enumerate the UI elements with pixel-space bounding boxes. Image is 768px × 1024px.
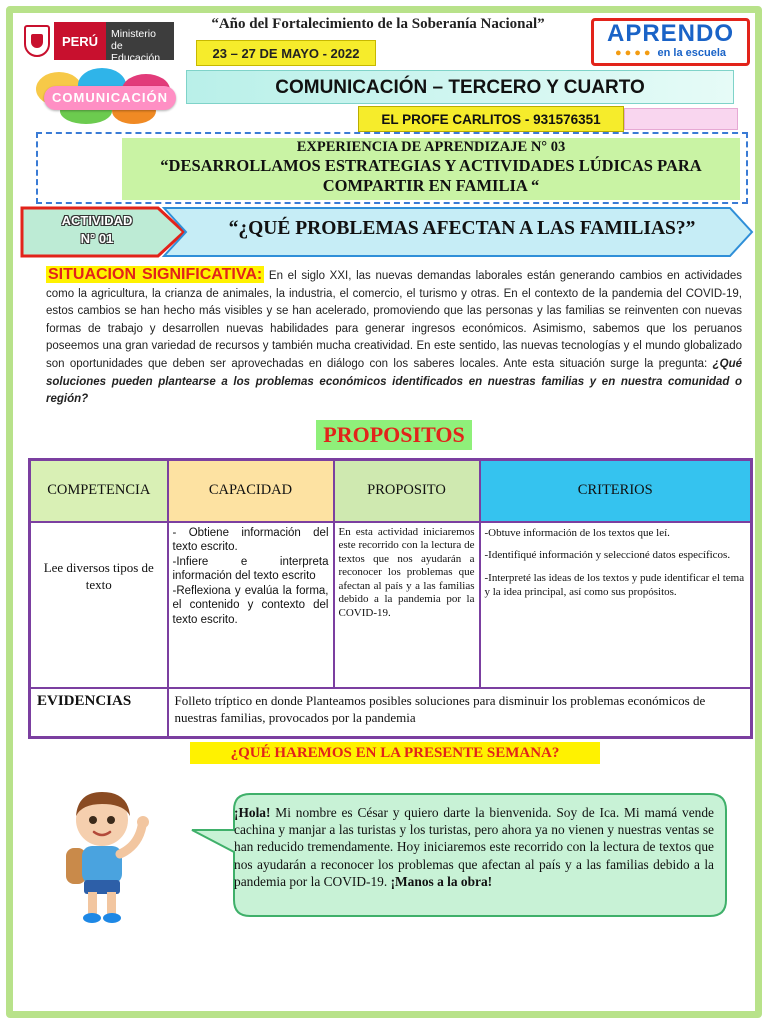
activity-number: N° 01 (80, 231, 114, 246)
date-badge: 23 – 27 DE MAYO - 2022 (196, 40, 376, 66)
coat-of-arms-icon (24, 25, 50, 57)
speech-body: Mi nombre es César y quiero darte la bienvenida. Soy de Ica. Mi mamá vende cachina y manjar a las turistas y los turistas, pero ahora ya no vienen y nuestras ventas se han reducido tremendamente. Hoy iniciaremos este recorrido con la lectura de textos que nos ayudarán a reconocer los problemas que afectan al país y a las familias debido a la pandemia por la COVID-19. (234, 805, 714, 889)
experience-title: “DESARROLLAMOS ESTRATEGIAS Y ACTIVIDADES LÚDICAS PARA COMPARTIR EN FAMILIA “ (160, 156, 702, 195)
comunicacion-label: COMUNICACIÓN (44, 86, 176, 110)
criterios-cell (480, 522, 752, 688)
situation-heading: SITUACION SIGNIFICATIVA: (48, 266, 263, 283)
experience-box (36, 132, 748, 204)
speech-greeting: ¡Hola! (234, 805, 271, 820)
criterio-item: -Obtuve información de los textos que leí. (484, 526, 670, 539)
speech-bubble (190, 790, 730, 920)
teacher-badge: EL PROFE CARLITOS - 931576351 (358, 106, 624, 132)
experience-banner (122, 138, 740, 200)
aprendo-subtitle: en la escuela (657, 47, 727, 59)
competency-table (28, 458, 753, 739)
proposito-cell: En esta actividad iniciaremos este recorrido con la lectura de textos que nos ayudarán a reconocer los problemas que afectan al país y a las familias debido a la pandemia por la COVID-19. (334, 522, 480, 688)
speech-closing: ¡Manos a la obra! (390, 873, 493, 889)
boy-illustration (54, 786, 158, 926)
week-title: ¿QUÉ HAREMOS EN LA PRESENTE SEMANA? (190, 742, 600, 764)
activity-question-banner (162, 206, 754, 258)
comunicacion-logo (30, 68, 186, 126)
header-criterios: CRITERIOS (480, 460, 752, 522)
competencia-cell: Lee diversos tipos de texto (30, 522, 168, 688)
activity-label: ACTIVIDAD (61, 213, 133, 228)
minedu-logo (24, 18, 176, 64)
dots-icon: ●●●● (614, 47, 654, 59)
criterio-item: -Interpreté las ideas de los textos y pude identificar el tema y la idea principal, así como sus propósitos. (484, 571, 745, 598)
course-title: COMUNICACIÓN – TERCERO Y CUARTO (186, 70, 734, 104)
aprendo-logo (591, 18, 750, 66)
boy-icon (54, 786, 158, 926)
evidencias-cell: Folleto tríptico en donde Planteamos posibles soluciones para disminuir los problemas económicos de nuestras familias, provocados por la pandemia (168, 688, 752, 738)
ministry-label: Ministerio de Educación (106, 22, 174, 60)
activity-question: “¿QUÉ PROBLEMAS AFECTAN A LAS FAMILIAS?” (228, 218, 696, 239)
table-row (30, 522, 752, 688)
peru-label: PERÚ (54, 22, 106, 60)
criterio-item: -Identifiqué información y seleccioné datos específicos. (484, 549, 731, 561)
aprendo-title: APRENDO (606, 20, 734, 47)
year-title: “Año del Fortalecimiento de la Soberanía Nacional” (211, 16, 545, 32)
header-capacidad: CAPACIDAD (168, 460, 334, 522)
situation-body: En el siglo XXI, las nuevas demandas laborales están generando cambios en actividades como la agricultura, la crianza de animales, la industria, el comercio, el turismo y otras. En el contexto de la pandemia del COVID-19, estos cambios se han hecho más visibles y se han acelerado, promoviendo que las personas y las familias se reinventen con nuevas formas de trabajo y desarrollen nuevas habilidades para generar ingresos económicos. Asimismo, sabemos que los peruanos poseemos una gran variedad de recursos y también mucha creatividad. En este sentido, las nuevas tecnologías y el mundo globalizado son oportunidades que deben ser aprovechadas en diálogo con los saberes locales. Ante esta situación surge la pregunta: (46, 270, 742, 370)
propositos-title: PROPOSITOS (316, 420, 472, 450)
evidencias-row (30, 688, 752, 738)
capacidad-cell: - Obtiene información del texto escrito. -Infiere e interpreta información del texto escrito -Reflexiona y evalúa la forma, el contenido y contexto del texto escrito. (168, 522, 334, 688)
situation-question: ¿Qué soluciones pueden plantearse a los problemas económicos identificados en nuestras familias y en nuestra comunidad o región? (46, 357, 742, 406)
teacher-badge-tail (624, 108, 738, 130)
evidencias-label: EVIDENCIAS (30, 688, 168, 738)
header-competencia: COMPETENCIA (30, 460, 168, 522)
situation-paragraph (46, 266, 742, 409)
table-header-row (30, 460, 752, 522)
experience-number: EXPERIENCIA DE APRENDIZAJE N° 03 (296, 139, 566, 155)
header-proposito: PROPOSITO (334, 460, 480, 522)
